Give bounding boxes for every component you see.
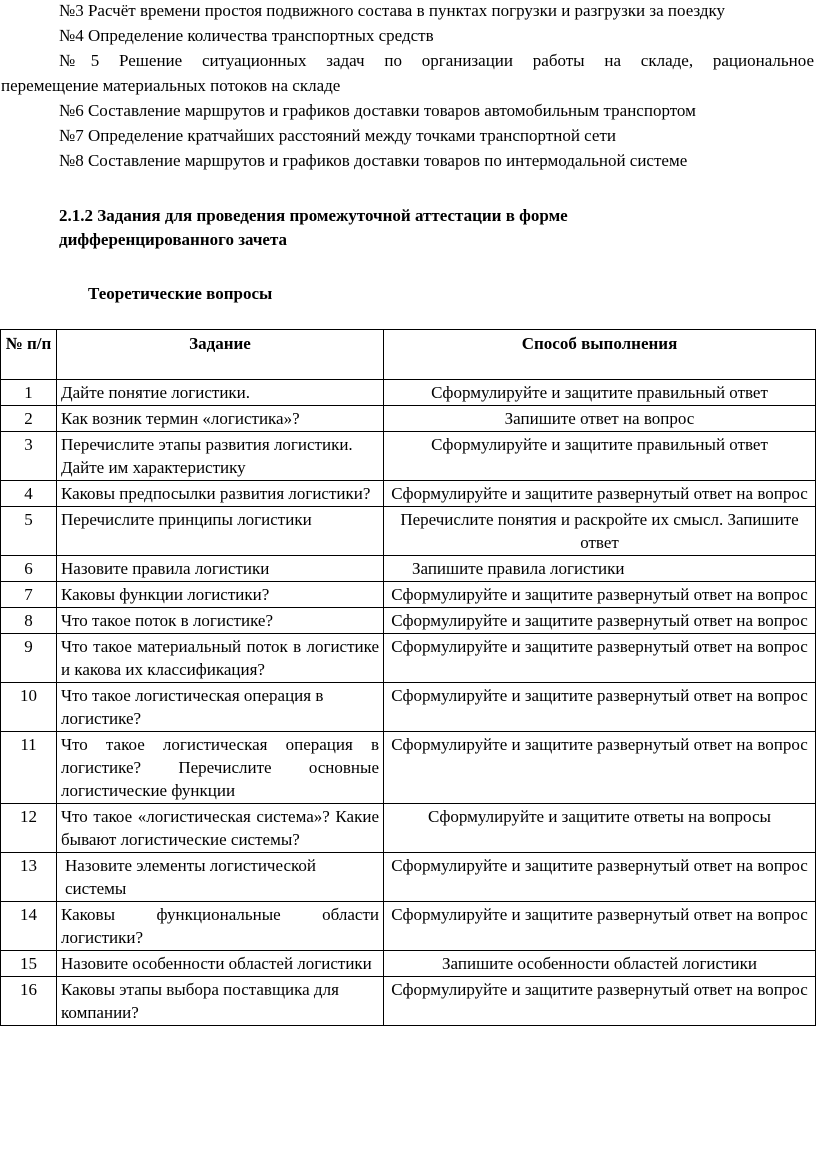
row-num: 1 <box>1 380 57 406</box>
table-header-row <box>1 330 816 380</box>
row-num: 8 <box>1 608 57 634</box>
header-num: № п/п <box>1 330 57 380</box>
row-num: 16 <box>1 977 57 1026</box>
row-task: Каковы функциональные области логистики? <box>57 902 384 951</box>
row-task: Что такое материальный поток в логистике и какова их классификация? <box>57 634 384 683</box>
row-task: Что такое «логистическая система»? Какие бывают логистические системы? <box>57 804 384 853</box>
row-task: Назовите правила логистики <box>57 556 384 582</box>
row-method: Сформулируйте и защитите развернутый ответ на вопрос <box>384 582 816 608</box>
row-task: Что такое поток в логистике? <box>57 608 384 634</box>
row-method: Сформулируйте и защитите развернутый ответ на вопрос <box>384 634 816 683</box>
row-num: 3 <box>1 432 57 481</box>
row-num: 13 <box>1 853 57 902</box>
row-num: 9 <box>1 634 57 683</box>
header-method: Способ выполнения <box>384 330 816 380</box>
questions-table <box>0 329 816 1026</box>
row-method: Сформулируйте и защитите развернутый ответ на вопрос <box>384 902 816 951</box>
row-num: 4 <box>1 481 57 507</box>
table-row <box>1 432 816 481</box>
row-task: Перечислите принципы логистики <box>57 507 384 556</box>
row-method: Сформулируйте и защитите ответы на вопросы <box>384 804 816 853</box>
table-row <box>1 804 816 853</box>
row-task: Что такое логистическая операция в логистике? Перечислите основные логистические функции <box>57 732 384 804</box>
row-task: Назовите особенности областей логистики <box>57 951 384 977</box>
table-row <box>1 732 816 804</box>
table-row <box>1 951 816 977</box>
row-method: Сформулируйте и защитите развернутый ответ на вопрос <box>384 977 816 1026</box>
row-num: 10 <box>1 683 57 732</box>
table-row <box>1 582 816 608</box>
row-num: 5 <box>1 507 57 556</box>
table-row <box>1 507 816 556</box>
intro-item-8: №8 Составление маршрутов и графиков доставки товаров по интермодальной системе <box>59 151 688 170</box>
table-row <box>1 683 816 732</box>
row-method: Сформулируйте и защитите развернутый ответ на вопрос <box>384 608 816 634</box>
intro-item-3: №3 Расчёт времени простоя подвижного состава в пунктах погрузки и разгрузки за поездку <box>59 1 726 20</box>
row-num: 6 <box>1 556 57 582</box>
row-method: Сформулируйте и защитите правильный ответ <box>384 432 816 481</box>
table-row <box>1 556 816 582</box>
row-task: Назовите элементы логистической системы <box>57 853 384 902</box>
section-subheading: Теоретические вопросы <box>88 284 273 303</box>
row-method: Сформулируйте и защитите правильный ответ <box>384 380 816 406</box>
section-heading-continued: дифференцированного зачета <box>59 230 288 249</box>
row-method: Сформулируйте и защитите развернутый ответ на вопрос <box>384 732 816 804</box>
row-num: 12 <box>1 804 57 853</box>
row-num: 15 <box>1 951 57 977</box>
table-row <box>1 406 816 432</box>
row-method: Сформулируйте и защитите развернутый ответ на вопрос <box>384 853 816 902</box>
table-row <box>1 608 816 634</box>
intro-item-5-continued: перемещение материальных потоков на складе <box>1 76 341 95</box>
table-row <box>1 977 816 1026</box>
row-num: 7 <box>1 582 57 608</box>
row-method: Запишите особенности областей логистики <box>384 951 816 977</box>
section-heading: 2.1.2 Задания для проведения промежуточной аттестации в форме <box>59 206 568 225</box>
table-row <box>1 481 816 507</box>
row-task: Перечислите этапы развития логистики. Дайте им характеристику <box>57 432 384 481</box>
row-task: Каковы предпосылки развития логистики? <box>57 481 384 507</box>
row-method: Запишите ответ на вопрос <box>384 406 816 432</box>
table-row <box>1 380 816 406</box>
row-task: Каковы функции логистики? <box>57 582 384 608</box>
row-method: Перечислите понятия и раскройте их смысл. Запишите ответ <box>384 507 816 556</box>
table-row <box>1 634 816 683</box>
row-task: Что такое логистическая операция в логистике? <box>57 683 384 732</box>
table-row <box>1 853 816 902</box>
intro-item-7: №7 Определение кратчайших расстояний между точками транспортной сети <box>59 126 616 145</box>
row-task: Как возник термин «логистика»? <box>57 406 384 432</box>
header-task: Задание <box>57 330 384 380</box>
row-num: 2 <box>1 406 57 432</box>
row-method: Сформулируйте и защитите развернутый ответ на вопрос <box>384 683 816 732</box>
row-method: Сформулируйте и защитите развернутый ответ на вопрос <box>384 481 816 507</box>
row-method: Запишите правила логистики <box>384 556 816 582</box>
row-task: Дайте понятие логистики. <box>57 380 384 406</box>
row-num: 11 <box>1 732 57 804</box>
intro-item-5: №5 Решение ситуационных задач по организации работы на складе, рациональное <box>59 51 814 70</box>
row-task: Каковы этапы выбора поставщика для компании? <box>57 977 384 1026</box>
row-num: 14 <box>1 902 57 951</box>
intro-item-4: №4 Определение количества транспортных средств <box>59 26 434 45</box>
intro-item-6: №6 Составление маршрутов и графиков доставки товаров автомобильным транспортом <box>59 101 696 120</box>
table-row <box>1 902 816 951</box>
